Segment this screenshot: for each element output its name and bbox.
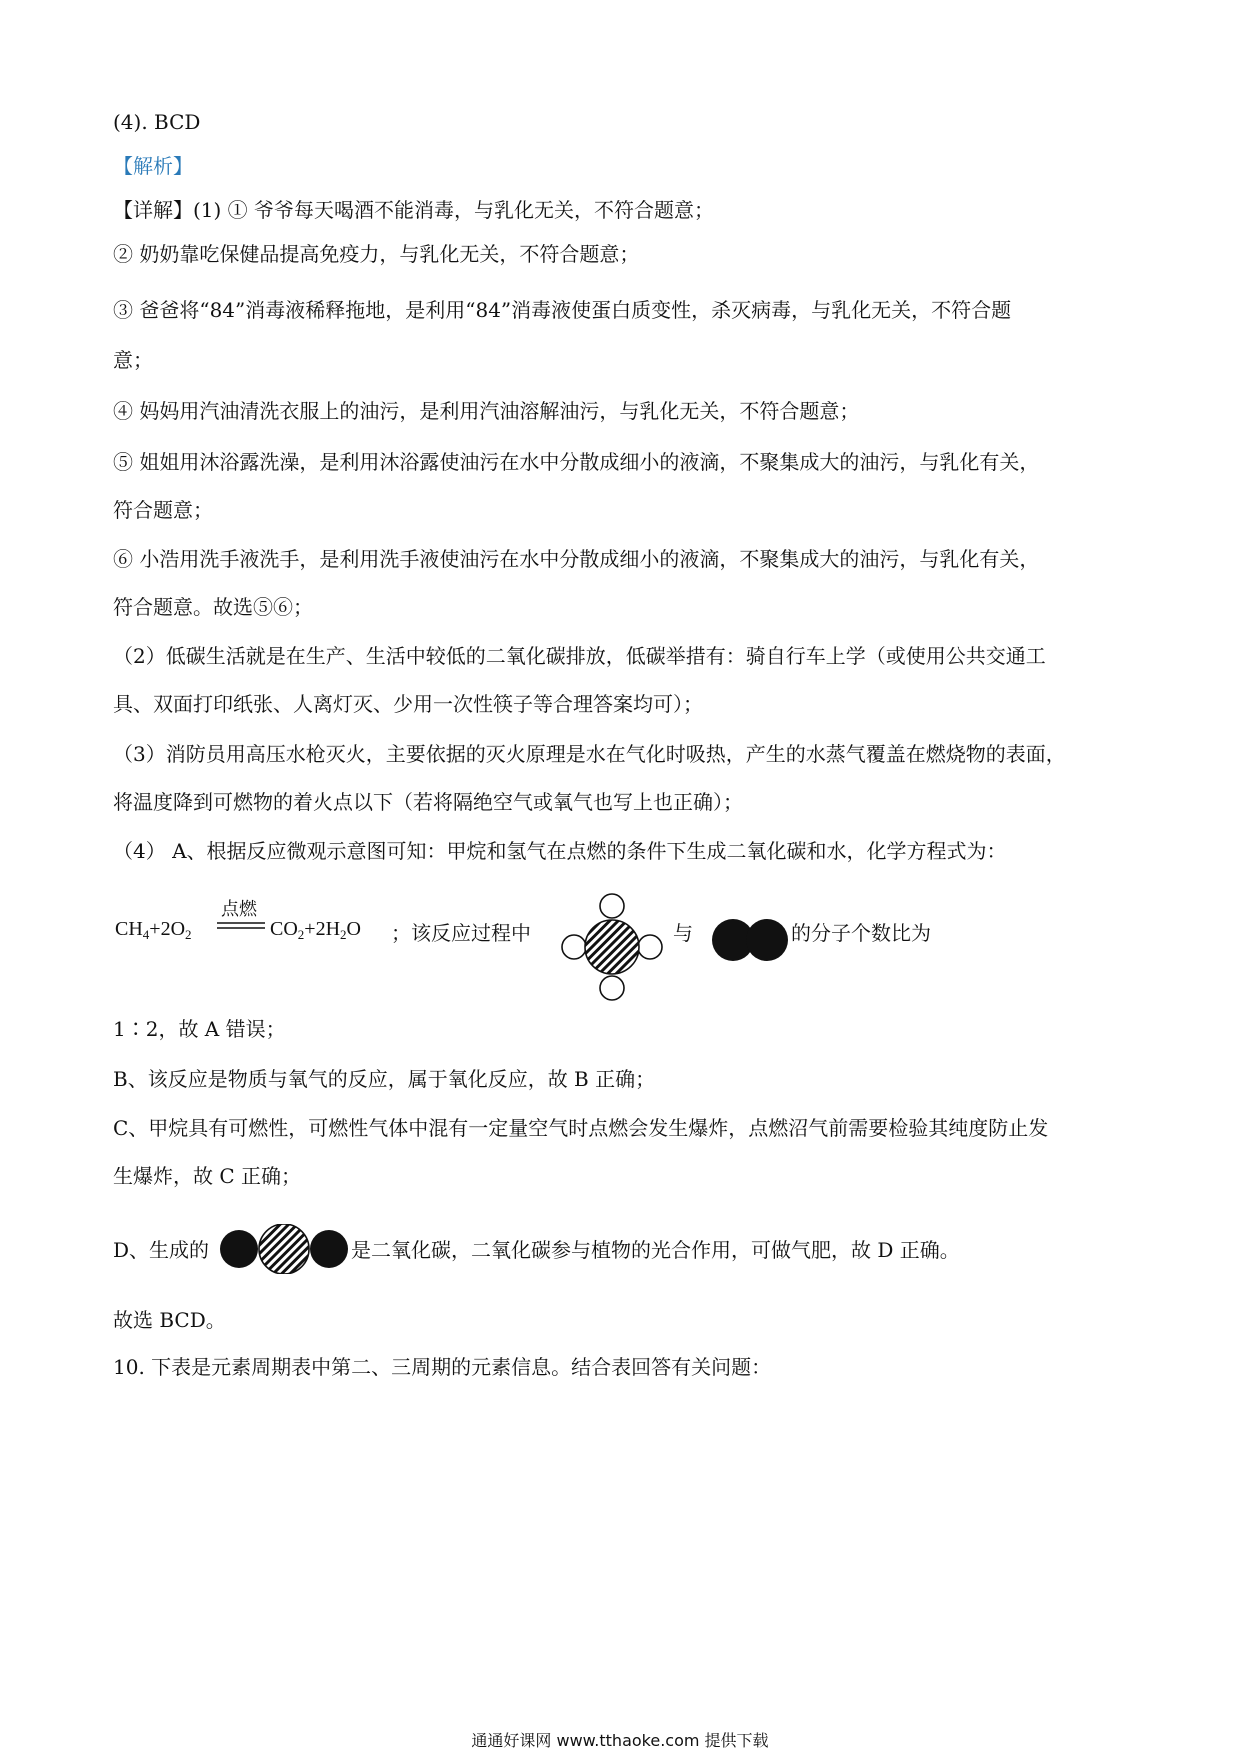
- detail-line-15: 1∶2，故 A 错误；: [113, 1017, 286, 1041]
- methane-molecule-icon: [560, 892, 672, 1002]
- reaction-condition: 点燃: [221, 899, 257, 920]
- detail-line-3: ③ 爸爸将“84”消毒液稀释拖地，是利用“84”消毒液使蛋白质变性，杀灭病毒，与乳化无关，不符合题: [113, 298, 1012, 322]
- detail-line-17: C、甲烷具有可燃性，可燃性气体中混有一定量空气时点燃会发生爆炸，点燃沼气前需要检验其纯度防止发: [113, 1116, 1049, 1140]
- equation-lhs: $CH_4+2O_2$: [115, 918, 192, 942]
- carbon-dioxide-molecule-icon: [219, 1224, 351, 1274]
- detail-line-18: 生爆炸，故 C 正确；: [113, 1164, 302, 1188]
- conclusion-line: 故选 BCD。: [113, 1308, 226, 1332]
- equation-tail-1: ；该反应过程中: [391, 921, 531, 945]
- equation-rhs: $CO_2+2H_2O$: [270, 918, 361, 942]
- detail-line-19a: D、生成的: [113, 1238, 210, 1262]
- detail-line-8: ⑥ 小浩用洗手液洗手，是利用洗手液使油污在水中分散成细小的液滴，不聚集成大的油污，与乳化有关，: [113, 547, 1040, 571]
- footer-watermark: 通通好课网 www.tthaoke.com 提供下载: [471, 1731, 769, 1750]
- question-10-line: 10. 下表是元素周期表中第二、三周期的元素信息。结合表回答有关问题：: [113, 1355, 772, 1379]
- oxygen-molecule-icon: [711, 917, 791, 963]
- answer-line: (4). BCD: [113, 110, 201, 134]
- detail-line-19b: 是二氧化碳，二氧化碳参与植物的光合作用，可做气肥，故 D 正确。: [351, 1238, 960, 1262]
- detail-line-16: B、该反应是物质与氧气的反应，属于氧化反应，故 B 正确；: [113, 1067, 656, 1091]
- detail-line-7: 符合题意；: [113, 498, 213, 522]
- detail-line-1: 【详解】(1) ① 爷爷每天喝酒不能消毒，与乳化无关，不符合题意；: [113, 198, 715, 222]
- detail-line-5: ④ 妈妈用汽油清洗衣服上的油污，是利用汽油溶解油污，与乳化无关，不符合题意；: [113, 399, 860, 423]
- analysis-label: 【解析】: [113, 154, 193, 178]
- detail-line-6: ⑤ 姐姐用沐浴露洗澡，是利用沐浴露使油污在水中分散成细小的液滴，不聚集成大的油污，与乳化有关，: [113, 450, 1040, 474]
- equation-tail-3: 的分子个数比为: [791, 921, 931, 945]
- detail-line-11: 具、双面打印纸张、人离灯灭、少用一次性筷子等合理答案均可）；: [113, 692, 703, 716]
- detail-line-14: （4） A、根据反应微观示意图可知：甲烷和氢气在点燃的条件下生成二氧化碳和水，化学方程式为：: [113, 839, 1007, 863]
- equation-tail-2: 与: [673, 921, 693, 945]
- detail-line-4: 意；: [113, 348, 153, 372]
- double-arrow-bar: [217, 921, 265, 931]
- detail-line-10: （2）低碳生活就是在生产、生活中较低的二氧化碳排放，低碳举措有：骑自行车上学（或使用公共交通工: [113, 644, 1046, 668]
- detail-line-13: 将温度降到可燃物的着火点以下（若将隔绝空气或氧气也写上也正确）；: [113, 790, 743, 814]
- detail-line-12: （3）消防员用高压水枪灭火，主要依据的灭火原理是水在气化时吸热，产生的水蒸气覆盖在燃烧物的表面，: [113, 742, 1066, 766]
- detail-line-9: 符合题意。故选⑤⑥；: [113, 595, 313, 619]
- detail-line-2: ② 奶奶靠吃保健品提高免疫力，与乳化无关，不符合题意；: [113, 242, 640, 266]
